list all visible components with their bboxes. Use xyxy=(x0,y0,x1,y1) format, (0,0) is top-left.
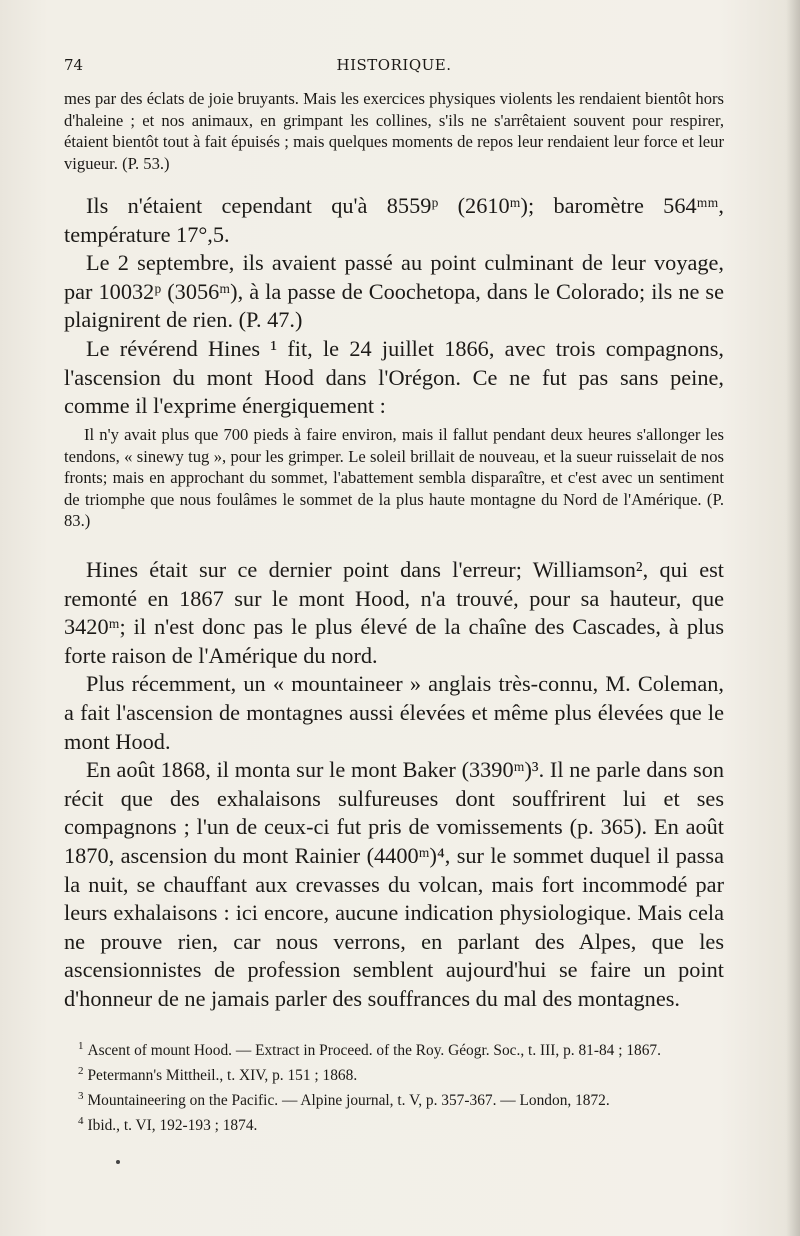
paragraph: mes par des éclats de joie bruyants. Mais les exercices physiques violents les rendaient bientôt hors d'haleine ; et nos animaux, en grimpant les collines, s'ils ne s'arrêtaient souvent pour respirer, étaient bientôt tout à fait épuisés ; mais quelques moments de repos leur rendaient leur force et leur vigueur. (P. 53.) xyxy=(64,89,724,173)
paragraph: Plus récemment, un « mountaineer » anglais très-connu, M. Coleman, a fait l'ascension de montagnes aussi élevées et même plus élevées que le mont Hood. xyxy=(64,671,724,754)
footnotes xyxy=(64,1036,724,1137)
large-text-block-2 xyxy=(64,556,724,1014)
paragraph: En août 1868, il monta sur le mont Baker (3390ᵐ)³. Il ne parle dans son récit que des exhalaisons sulfureuses dont souffrirent lui et ses compagnons ; l'un de ceux-ci fut pris de vomissements (p. 365). En août 1870, ascension du mont Rainier (4400ᵐ)⁴, sur le sommet duquel il passa la nuit, se chauffant aux crevasses du volcan, mais fort incommodé par leurs exhalaisons : ici encore, aucune indication physiologique. Mais cela ne prouve rien, car nous verrons, en parlant des Alpes, que les ascensionnistes de profession semblent aujourd'hui se faire un point d'honneur de ne jamais parler des souffrances du mal des montagnes. xyxy=(64,757,724,1011)
page-gutter-shadow xyxy=(786,0,800,1236)
page-number: 74 xyxy=(64,56,84,74)
paragraph: Hines était sur ce dernier point dans l'erreur; Williamson², qui est remonté en 1867 sur le mont Hood, n'a trouvé, pour sa hauteur, que 3420ᵐ; il n'est donc pas le plus élevé de la chaîne des Cascades, à plus forte raison de l'Amérique du nord. xyxy=(64,557,724,668)
footnote xyxy=(64,1036,724,1061)
footnote-text: Petermann's Mittheil., t. XIV, p. 151 ; 1868. xyxy=(87,1067,358,1085)
footnote-mark: 4 xyxy=(78,1115,84,1128)
page-header xyxy=(64,56,724,82)
running-head: HISTORIQUE. xyxy=(336,56,452,74)
footnote-text: Mountaineering on the Pacific. — Alpine journal, t. V, p. 357-367. — London, 1872. xyxy=(87,1092,610,1110)
footnote-mark: 2 xyxy=(78,1065,84,1078)
footnote xyxy=(64,1061,724,1086)
quotation-block xyxy=(64,424,724,532)
ink-spot xyxy=(116,1160,120,1164)
small-text-block-top xyxy=(64,88,724,174)
paragraph: Le révérend Hines ¹ fit, le 24 juillet 1866, avec trois compagnons, l'ascension du mont Hood dans l'Orégon. Ce ne fut pas sans peine, comme il l'exprime énergiquement : xyxy=(64,335,724,419)
footnote xyxy=(64,1111,724,1136)
paragraph: Il n'y avait plus que 700 pieds à faire environ, mais il fallut pendant deux heures s'allonger les tendons, « sinewy tug », pour les grimper. Le soleil brillait de nouveau, et la sueur ruisselait de nos fronts; mais en approchant du sommet, l'abattement sembla disparaître, et c'est avec un sentiment de triomphe que nous foulâmes le sommet de la plus haute montagne du Nord de l'Amérique. (P. 83.) xyxy=(64,425,724,530)
footnote-text: Ascent of mount Hood. — Extract in Proceed. of the Roy. Géogr. Soc., t. III, p. 81-84 ; 1867. xyxy=(87,1042,661,1060)
large-text-block-1 xyxy=(64,192,724,421)
footnote-mark: 3 xyxy=(78,1090,84,1103)
footnote xyxy=(64,1086,724,1111)
paragraph: Le 2 septembre, ils avaient passé au point culminant de leur voyage, par 10032ᵖ (3056ᵐ), à la passe de Coochetopa, dans le Colorado; ils ne se plaignirent de rien. (P. 47.) xyxy=(64,250,724,333)
footnote-text: Ibid., t. VI, 192-193 ; 1874. xyxy=(87,1117,258,1135)
paragraph: Ils n'étaient cependant qu'à 8559ᵖ (2610ᵐ); baromètre 564ᵐᵐ, température 17°,5. xyxy=(64,193,724,247)
footnote-mark: 1 xyxy=(78,1040,84,1052)
